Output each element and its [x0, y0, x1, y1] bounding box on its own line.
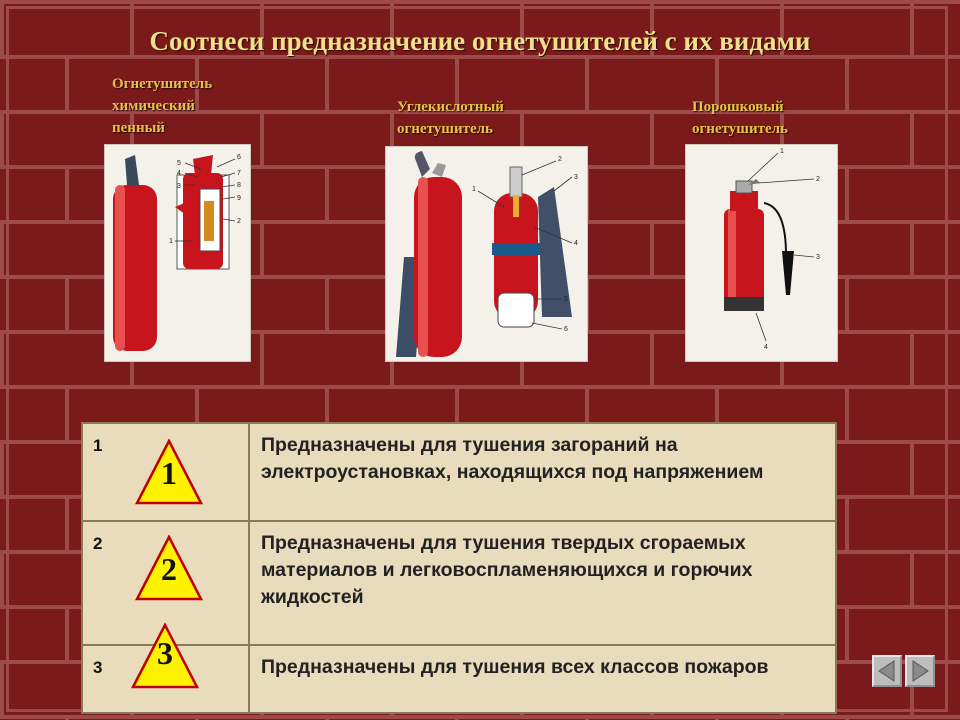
answer-triangle-3[interactable]: [130, 622, 200, 690]
foam-extinguisher-image: [104, 144, 251, 362]
callout-label: 3: [177, 183, 181, 190]
callout-label: 7: [237, 170, 241, 177]
foam-extinguisher-icon: [105, 145, 250, 361]
powder-extinguisher-icon: [686, 145, 837, 361]
callout-label: 6: [564, 326, 568, 333]
row-number: 3: [93, 658, 103, 677]
callout-label: 2: [558, 156, 562, 163]
callout-label: 1: [780, 148, 784, 155]
callout-label: 9: [237, 195, 241, 202]
callout-label: 3: [816, 254, 820, 261]
callout-label: 4: [764, 344, 768, 351]
answer-number: 3: [157, 635, 173, 671]
caption-powder-extinguisher: Порошковый огнетушитель: [692, 99, 788, 137]
callout-label: 2: [237, 218, 241, 225]
answer-triangle-2[interactable]: [134, 534, 204, 602]
callout-label: 4: [177, 170, 181, 177]
co2-extinguisher-image: [385, 146, 588, 362]
caption-co2-extinguisher: Углекислотный огнетушитель: [397, 99, 504, 137]
callout-label: 2: [816, 176, 820, 183]
callout-label: 3: [574, 174, 578, 181]
row-number: 2: [93, 534, 103, 553]
answer-number: 1: [161, 455, 177, 491]
triangle-right-icon: [907, 657, 933, 685]
previous-slide-button[interactable]: [872, 655, 902, 687]
callout-label: 6: [237, 154, 241, 161]
slide-title: Соотнеси предназначение огнетушителей с их видами: [149, 26, 811, 56]
co2-extinguisher-icon: [386, 147, 587, 361]
next-slide-button[interactable]: [905, 655, 935, 687]
callout-label: 1: [169, 238, 173, 245]
powder-extinguisher-image: [685, 144, 838, 362]
callout-label: 5: [177, 160, 181, 167]
triangle-left-icon: [874, 657, 900, 685]
callout-label: 5: [564, 296, 568, 303]
caption-foam-extinguisher: Огнетушитель химический пенный: [112, 76, 213, 136]
row-description: Предназначены для тушения всех классов пожаров: [261, 656, 769, 678]
callout-label: 8: [237, 182, 241, 189]
row-description: Предназначены для тушения загораний на электроустановках, находящихся под напряжением: [261, 434, 764, 483]
row-number: 1: [93, 436, 103, 455]
callout-label: 4: [574, 240, 578, 247]
row-description: Предназначены для тушения твердых сгораемых материалов и легковоспламеняющихся и горючих жидкостей: [261, 532, 753, 608]
answer-triangle-1[interactable]: [134, 438, 204, 506]
answer-number: 2: [161, 551, 177, 587]
callout-label: 1: [472, 186, 476, 193]
